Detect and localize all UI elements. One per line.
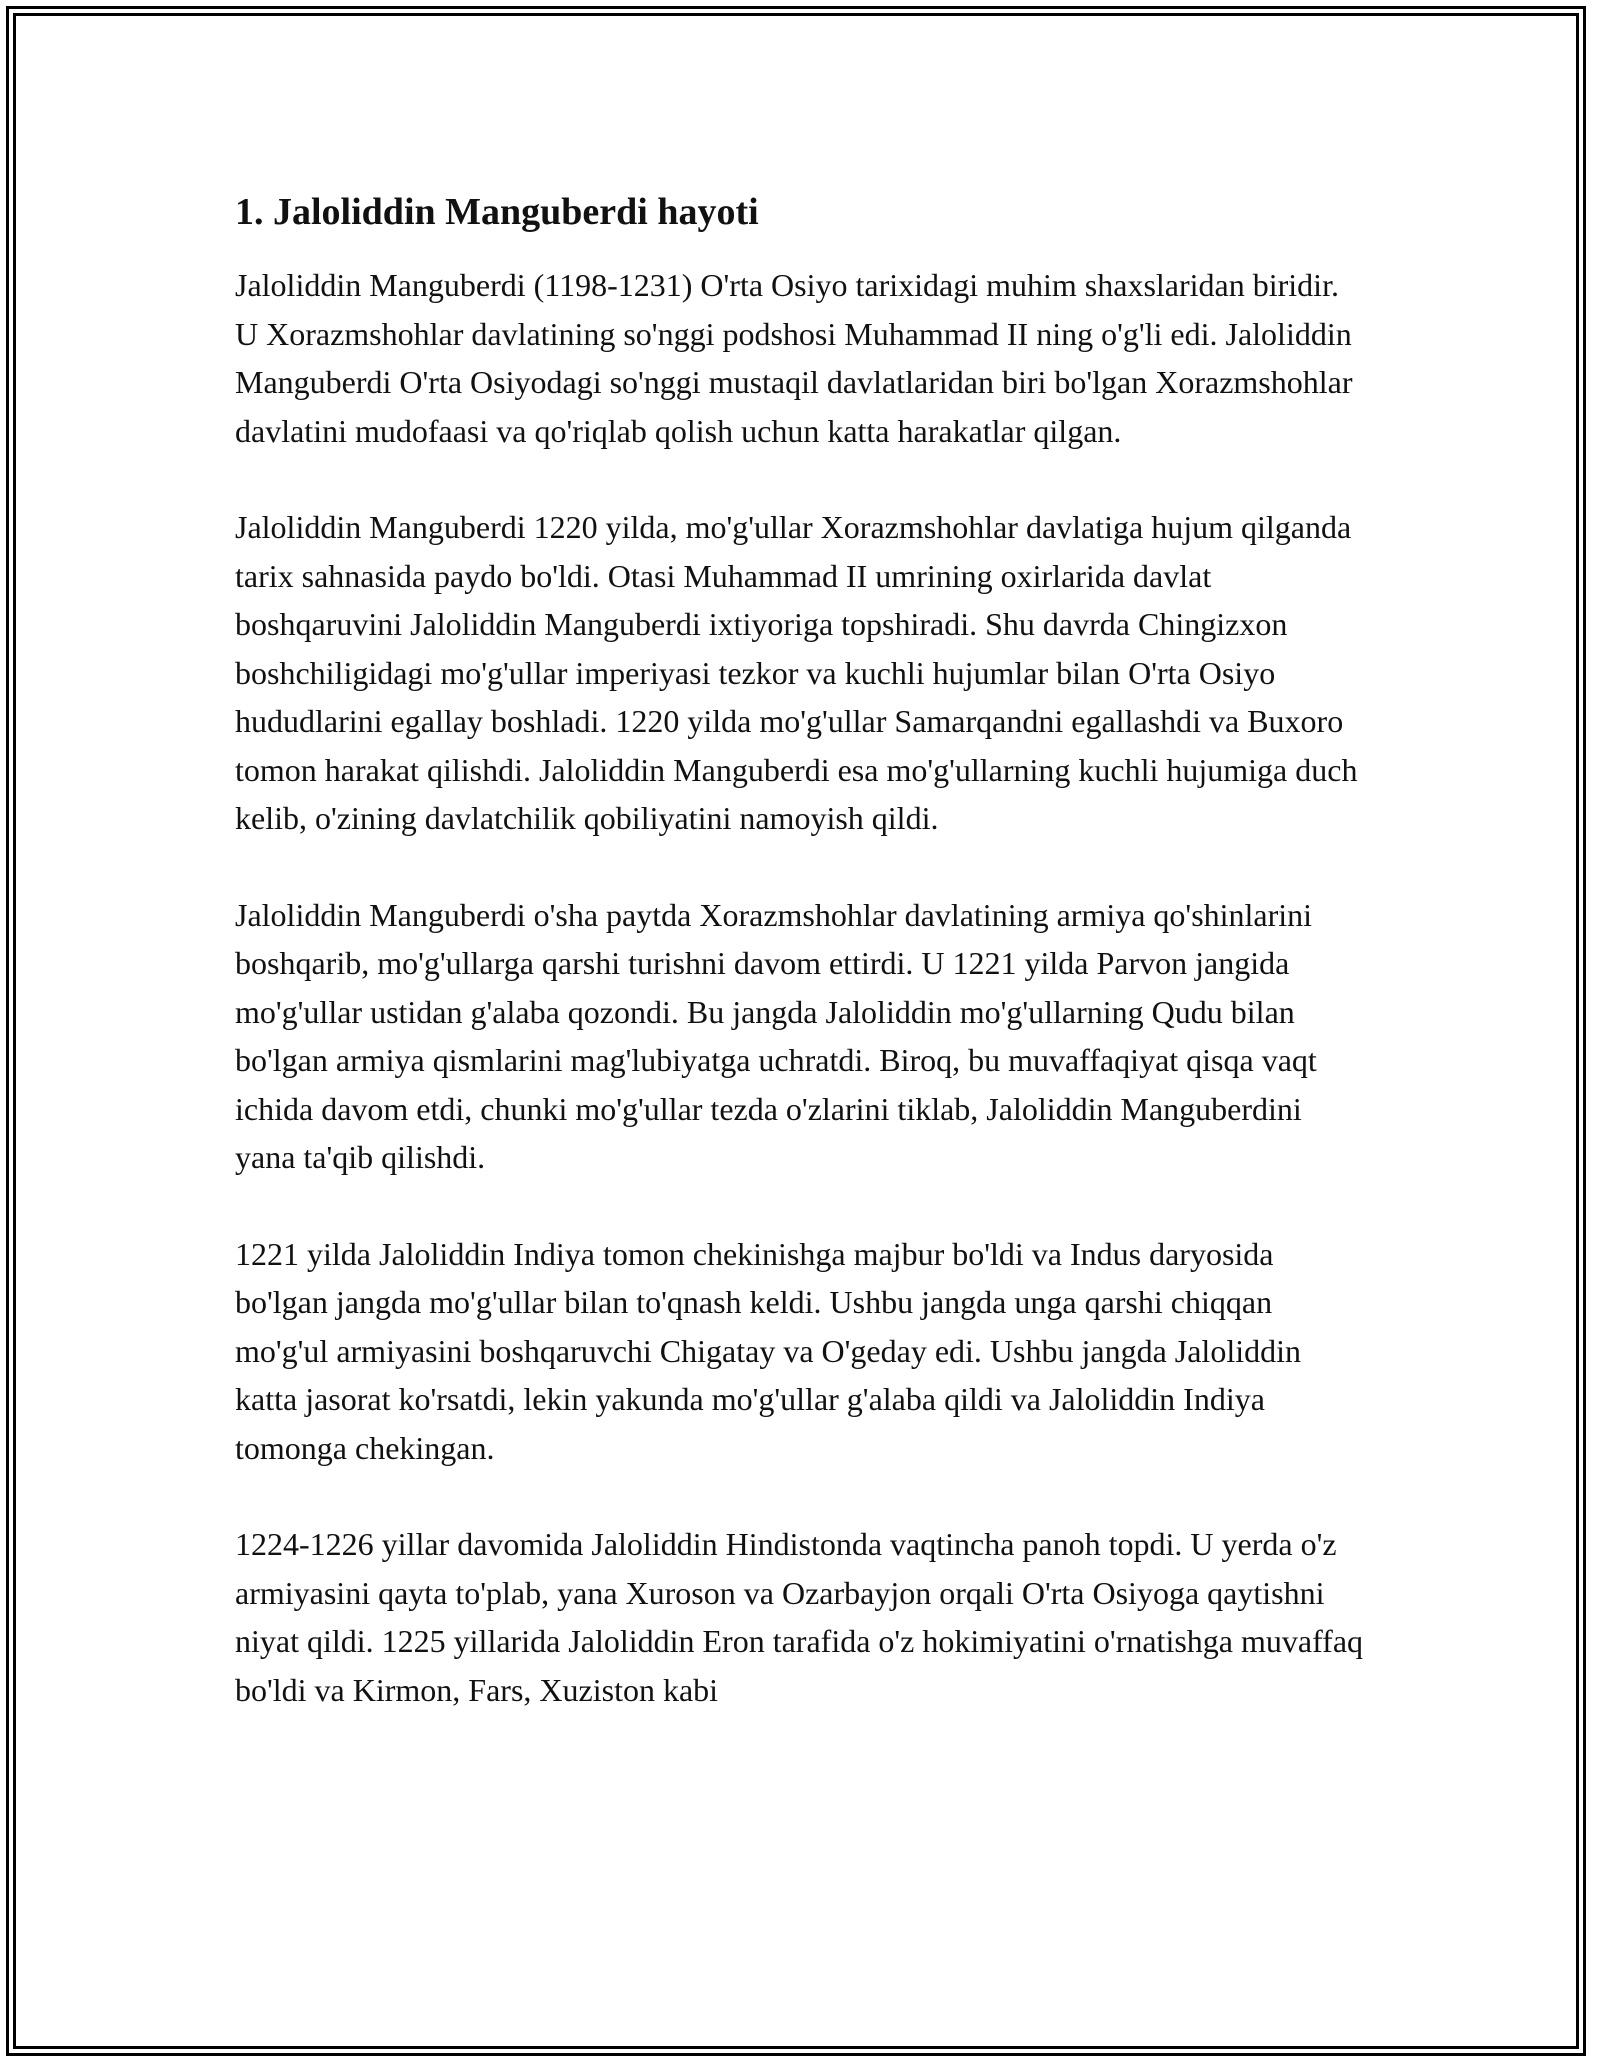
document-body	[235, 188, 1365, 1762]
paragraph-2: Jaloliddin Manguberdi 1220 yilda, mo'g'ullar Xorazmshohlar davlatiga hujum qilganda tarix sahnasida paydo bo'ldi. Otasi Muhammad II umrining oxirlarida davlat boshqaruvini Jaloliddin Manguberdi ixtiyoriga topshiradi. Shu davrda Chingizxon boshchiligidagi mo'g'ullar imperiyasi tezkor va kuchli hujumlar bilan O'rta Osiyo hududlarini egallay boshladi. 1220 yilda mo'g'ullar Samarqandni egallashdi va Buxoro tomon harakat qilishdi. Jaloliddin Manguberdi esa mo'g'ullarning kuchli hujumiga duch kelib, o'zining davlatchilik qobiliyatini namoyish qildi.	[235, 509, 1358, 836]
section-heading: 1. Jaloliddin Manguberdi hayoti	[235, 191, 759, 233]
paragraph-4: 1221 yilda Jaloliddin Indiya tomon chekinishga majbur bo'ldi va Indus daryosida bo'lgan jangda mo'g'ullar bilan to'qnash keldi. Ushbu jangda unga qarshi chiqqan mo'g'ul armiyasini boshqaruvchi Chigatay va O'geday edi. Ushbu jangda Jaloliddin katta jasorat ko'rsatdi, lekin yakunda mo'g'ullar g'alaba qildi va Jaloliddin Indiya tomonga chekingan.	[235, 1235, 1301, 1466]
paragraph-1: Jaloliddin Manguberdi (1198-1231) O'rta Osiyo tarixidagi muhim shaxslaridan biridir. U Xorazmshohlar davlatining so'nggi podshosi Muhammad II ning o'g'li edi. Jaloliddin Manguberdi O'rta Osiyodagi so'nggi mustaqil davlatlaridan biri bo'lgan Xorazmshohlar davlatini mudofaasi va qo'riqlab qolish uchun katta harakatlar qilgan.	[235, 267, 1353, 449]
paragraph-3: Jaloliddin Manguberdi o'sha paytda Xorazmshohlar davlatining armiya qo'shinlarini boshqarib, mo'g'ullarga qarshi turishni davom ettirdi. U 1221 yilda Parvon jangida mo'g'ullar ustidan g'alaba qozondi. Bu jangda Jaloliddin mo'g'ullarning Qudu bilan bo'lgan armiya qismlarini mag'lubiyatga uchratdi. Biroq, bu muvaffaqiyat qisqa vaqt ichida davom etdi, chunki mo'g'ullar tezda o'zlarini tiklab, Jaloliddin Manguberdini yana ta'qib qilishdi.	[235, 896, 1317, 1175]
paragraph-5: 1224-1226 yillar davomida Jaloliddin Hindistonda vaqtincha panoh topdi. U yerda o'z armiyasini qayta to'plab, yana Xuroson va Ozarbayjon orqali O'rta Osiyoga qaytishni niyat qildi. 1225 yillarida Jaloliddin Eron tarafida o'z hokimiyatini o'rnatishga muvaffaq bo'ldi va Kirmon, Fars, Xuziston kabi	[235, 1526, 1364, 1708]
